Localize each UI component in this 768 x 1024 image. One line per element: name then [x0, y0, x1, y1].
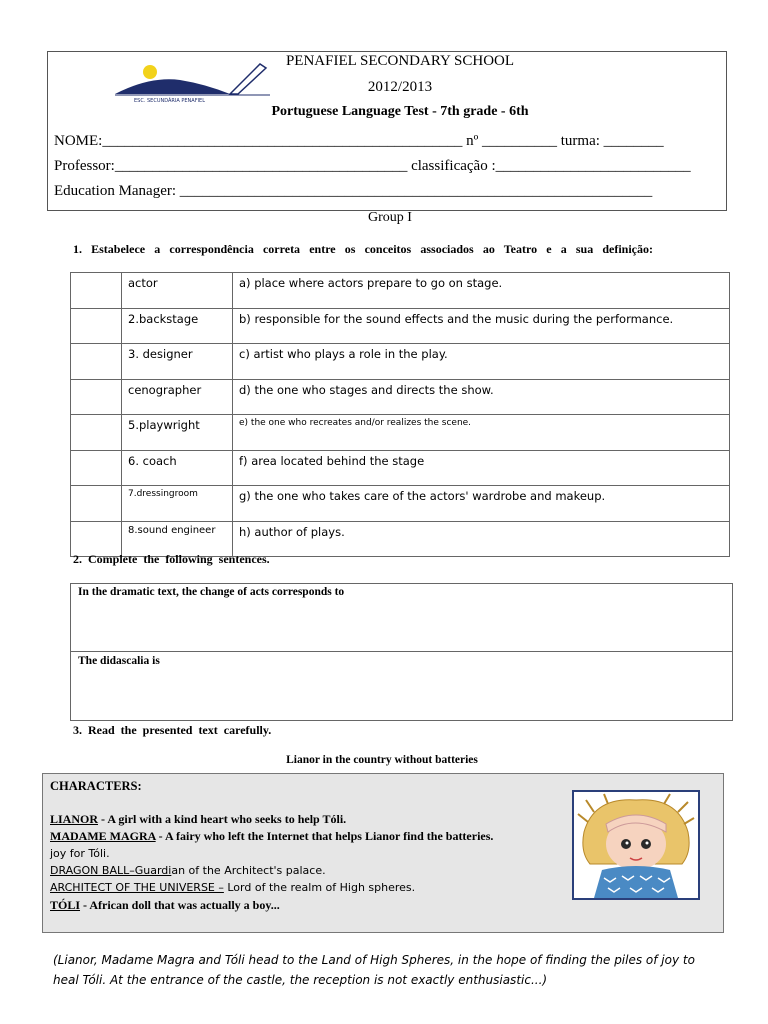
character-name: DRAGON BALL–Guardi: [50, 864, 172, 877]
table-row: [71, 379, 730, 415]
question-1: 1. Estabelece a correspondência correta entre os conceitos associados ao Teatro e a sua definição:: [73, 242, 653, 256]
answer-cell[interactable]: [71, 415, 122, 451]
character-name: LIANOR: [50, 812, 99, 826]
logo-sun-icon: [143, 65, 157, 79]
professor-field-line[interactable]: Professor:_______________________________________ classificação :__________________________: [54, 158, 691, 174]
test-title: Portuguese Language Test - 7th grade - 6th: [271, 104, 529, 119]
definition-cell: a) place where actors prepare to go on stage.: [233, 273, 730, 309]
definition-cell: f) area located behind the stage: [233, 450, 730, 486]
character-desc: - A girl with a kind heart who seeks to help Tóli.: [98, 812, 347, 826]
text-title: Lianor in the country without batteries: [286, 754, 478, 766]
definition-cell: e) the one who recreates and/or realizes the scene.: [233, 415, 730, 451]
concept-cell: cenographer: [122, 379, 233, 415]
concept-cell: 5.playwright: [122, 415, 233, 451]
character-toli: [50, 898, 280, 913]
lianor-illustration: [572, 790, 700, 900]
group-title: Group I: [368, 210, 412, 225]
question-3: 3. Read the presented text carefully.: [73, 723, 272, 737]
answer-cell[interactable]: [71, 486, 122, 522]
character-desc: an of the Architect's palace.: [171, 864, 326, 877]
sentence-2: The didascalia is: [78, 655, 160, 667]
character-lianor: [50, 812, 346, 827]
concept-cell: 6. coach: [122, 450, 233, 486]
character-desc: Lord of the realm of High spheres.: [223, 881, 416, 894]
answer-cell[interactable]: [71, 379, 122, 415]
character-name: MADAME MAGRA: [50, 829, 156, 843]
school-name: PENAFIEL SECONDARY SCHOOL: [285, 53, 515, 69]
character-architect: [50, 881, 415, 894]
stage-direction: (Lianor, Madame Magra and Tóli head to the Land of High Spheres, in the hope of finding the piles of joy to heal Tóli. At the entrance of the castle, the reception is not exactly enthusiastic...): [53, 953, 695, 987]
character-dragon: [50, 864, 326, 877]
definition-cell: c) artist who plays a role in the play.: [233, 344, 730, 380]
characters-heading: CHARACTERS:: [50, 779, 142, 793]
table-row: [71, 486, 730, 522]
name-field-line[interactable]: NOME:________________________________________________ nº __________ turma: ________: [54, 133, 664, 149]
definition-cell: b) responsible for the sound effects and the music during the performance.: [233, 308, 730, 344]
table-row: [71, 415, 730, 451]
concept-cell: actor: [122, 273, 233, 309]
definition-cell: g) the one who takes care of the actors' wardrobe and makeup.: [233, 486, 730, 522]
table-row: [71, 273, 730, 309]
character-desc: - A fairy who left the Internet that helps Lianor find the batteries.: [155, 829, 494, 843]
character-name: TÓLI: [50, 898, 81, 912]
matching-table: [70, 272, 730, 557]
answer-cell[interactable]: [71, 308, 122, 344]
character-magra: [50, 829, 493, 844]
character-desc: - African doll that was actually a boy...: [80, 898, 280, 912]
definition-cell: h) author of plays.: [233, 521, 730, 557]
character-joy-line: joy for Tóli.: [50, 847, 110, 860]
school-year: 2012/2013: [367, 79, 433, 95]
concept-cell: 3. designer: [122, 344, 233, 380]
definition-cell: d) the one who stages and directs the show.: [233, 379, 730, 415]
table-row: [71, 308, 730, 344]
answer-cell[interactable]: [71, 273, 122, 309]
table-row: [71, 344, 730, 380]
table-row: [71, 450, 730, 486]
concept-cell: 2.backstage: [122, 308, 233, 344]
manager-field-line[interactable]: Education Manager: _______________________________________________________________: [54, 183, 653, 199]
answer-cell[interactable]: [71, 450, 122, 486]
concept-cell: 8.sound engineer: [122, 521, 233, 557]
sentence-1: In the dramatic text, the change of acts corresponds to: [78, 586, 345, 598]
concept-cell: 7.dressingroom: [122, 486, 233, 522]
answer-cell[interactable]: [71, 344, 122, 380]
question-2: 2. Complete the following sentences.: [73, 552, 270, 566]
sentences-divider: [70, 651, 733, 652]
logo-caption: ESC. SECUNDÁRIA PENAFIEL: [134, 98, 205, 104]
sentences-box[interactable]: [70, 583, 733, 721]
character-name: ARCHITECT OF THE UNIVERSE –: [50, 881, 224, 894]
